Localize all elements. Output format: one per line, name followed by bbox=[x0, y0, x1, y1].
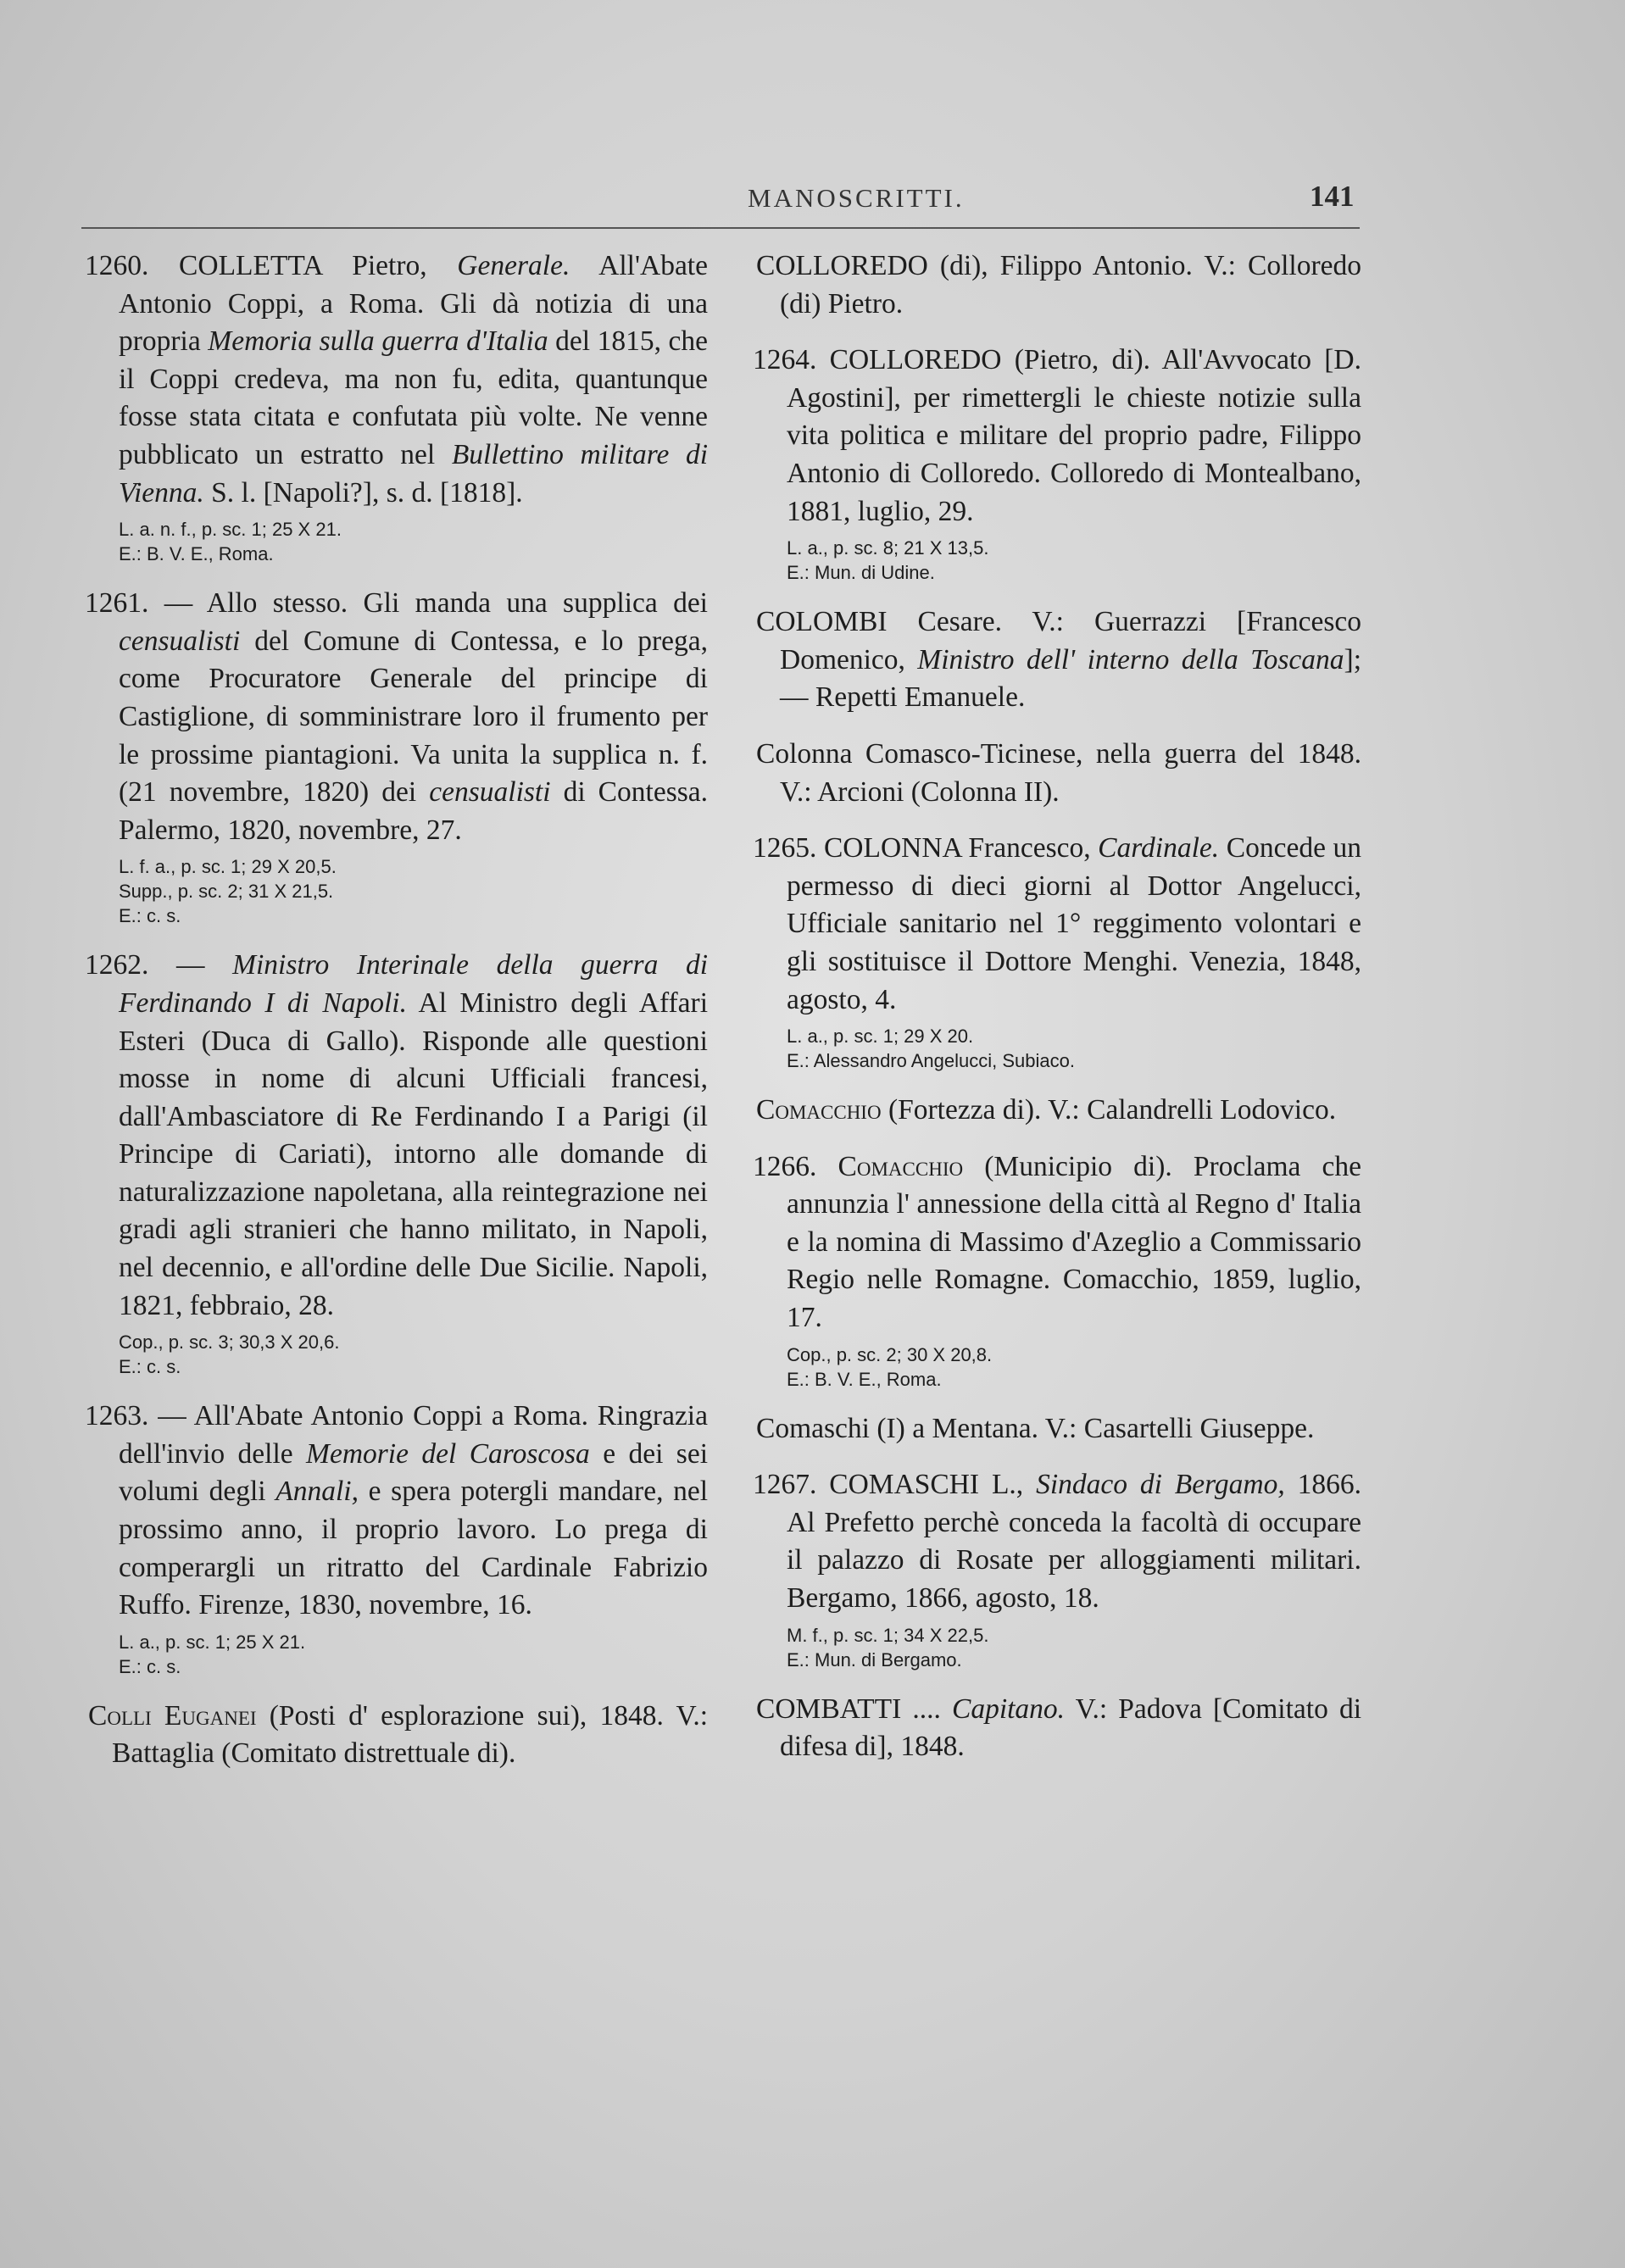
entry-number: 1267. bbox=[753, 1469, 817, 1501]
entry-text bbox=[85, 247, 708, 512]
entry-body: del Comune di Contessa, e lo prega, come Procuratore Generale del principe di Castiglione, di somministrare loro il frumento per le prossime piantagioni. Va unita la supplica n. f. (21 novembre, 1820) dei bbox=[119, 625, 709, 809]
entry-number: 1265. bbox=[753, 832, 817, 864]
page-title: MANOSCRITTI. bbox=[748, 183, 965, 213]
meta-line: Cop., p. sc. 2; 30 X 20,8. bbox=[787, 1343, 993, 1365]
entry-body: di Contessa. Palermo, 1820, novembre, 27. bbox=[119, 776, 709, 846]
entry-body: COLLOREDO (Pietro, di). All'Avvocato [D. Agostini], per rimettergli le chieste notizie sulla vita politica e militare del proprio padre, Filippo Antonio di Colloredo. Colloredo di Montealbano, 1881, luglio, 29. bbox=[787, 344, 1361, 527]
entry-heading: COMBATTI .... bbox=[756, 1693, 941, 1725]
meta-line: E.: B. V. E., Roma. bbox=[787, 1368, 942, 1390]
entry-heading: Comacchio bbox=[756, 1094, 882, 1126]
cross-reference-colombi bbox=[753, 603, 1361, 717]
entry-body: 1866. Al Prefetto perchè conceda la facoltà di occupare il palazzo di Rosate per alloggiamenti militari. Bergamo, 1866, agosto, 18. bbox=[787, 1469, 1361, 1615]
header-rule bbox=[81, 227, 1360, 229]
entry-text bbox=[753, 1148, 1361, 1337]
entry-1267 bbox=[753, 1466, 1361, 1671]
page-number: 141 bbox=[1310, 180, 1355, 213]
entry-text bbox=[85, 1698, 708, 1773]
entry-meta bbox=[787, 1342, 1361, 1392]
entry-text bbox=[85, 1398, 708, 1625]
cross-reference-colonna bbox=[753, 736, 1361, 811]
work-title: Memoria sulla guerra d'Italia bbox=[208, 325, 548, 358]
entry-body: S. l. [Napoli?], s. d. [1818]. bbox=[211, 476, 523, 509]
entry-1261 bbox=[85, 585, 708, 928]
entry-body: Colonna Comasco-Ticinese, nella guerra del 1848. V.: Arcioni (Colonna II). bbox=[756, 737, 1361, 808]
entry-heading: Comacchio bbox=[838, 1150, 964, 1182]
right-column bbox=[753, 247, 1361, 1785]
entry-text bbox=[753, 1691, 1361, 1766]
work-title: Bullettino militare di Vienna. bbox=[119, 438, 709, 509]
entry-number: 1262. bbox=[85, 949, 149, 981]
meta-line: Supp., p. sc. 2; 31 X 21,5. bbox=[119, 881, 334, 903]
cross-reference-colli-euganei bbox=[85, 1698, 708, 1773]
meta-line: L. a. n. f., p. sc. 1; 25 X 21. bbox=[119, 519, 342, 541]
entry-1263 bbox=[85, 1398, 708, 1679]
entry-body: COLLOREDO (di), Filippo Antonio. V.: Colloredo (di) Pietro. bbox=[756, 250, 1361, 320]
dash: — bbox=[175, 949, 205, 981]
meta-line: Cop., p. sc. 3; 30,3 X 20,6. bbox=[119, 1331, 340, 1354]
entry-role: Ministro dell' interno della Toscana bbox=[917, 643, 1344, 675]
entry-1262 bbox=[85, 947, 708, 1379]
meta-line: L. a., p. sc. 1; 29 X 20. bbox=[787, 1026, 974, 1048]
entry-text bbox=[85, 585, 708, 849]
meta-line: L. f. a., p. sc. 1; 29 X 20,5. bbox=[119, 856, 337, 878]
entry-text bbox=[753, 342, 1361, 531]
entry-meta bbox=[119, 1330, 708, 1379]
entry-text bbox=[753, 1466, 1361, 1617]
entry-body: Al Ministro degli Affari Esteri (Duca di Gallo). Risponde alle questioni mosse in nome di alcuni Ufficiali francesi, dall'Ambasciatore di Re Ferdinando I a Parigi (il Principe di Cariati), intorno alle domande di naturalizzazione napoletana, alla reintegrazione nei gradi agli stranieri che hanno militato, in Napoli, nel decennio, e all'ordine delle Due Sicilie. Napoli, 1821, febbraio, 28. bbox=[119, 987, 708, 1321]
cross-reference-comaschi-mentana bbox=[753, 1410, 1361, 1448]
work-title: Annali, bbox=[275, 1476, 359, 1508]
cross-reference-comacchio-fortezza bbox=[753, 1092, 1361, 1130]
entry-number: 1260. bbox=[85, 250, 149, 281]
entry-body: Concede un permesso di dieci giorni al Dottor Angelucci, Ufficiale sanitario nel 1° reggimento volontari e gli sostituisce il Dottore Menghi. Venezia, 1848, agosto, 4. bbox=[787, 832, 1361, 1015]
entry-role: Sindaco di Bergamo, bbox=[1036, 1469, 1285, 1501]
meta-line: E.: Mun. di Udine. bbox=[787, 562, 935, 584]
entry-number: 1264. bbox=[753, 344, 817, 376]
entry-meta bbox=[119, 854, 708, 928]
entry-1265 bbox=[753, 830, 1361, 1073]
entry-role: Capitano. bbox=[951, 1693, 1066, 1725]
entry-role: Generale. bbox=[457, 250, 570, 281]
entry-body: ]; — Repetti Emanuele. bbox=[780, 643, 1362, 714]
term: censualisti bbox=[429, 776, 551, 809]
cross-reference-combatti bbox=[753, 1691, 1361, 1766]
entry-heading: Ministro Interinale della guerra di Ferdinando I di Napoli. bbox=[119, 949, 709, 1019]
entry-heading: COMASCHI L., bbox=[829, 1469, 1024, 1501]
entry-body: — All'Abate Antonio Coppi a Roma. Ringrazia dell'invio delle bbox=[119, 1400, 708, 1470]
entry-text bbox=[753, 603, 1361, 717]
entry-meta bbox=[119, 1630, 708, 1679]
entry-number: 1266. bbox=[753, 1150, 817, 1182]
entry-body: e spera potergli mandare, nel prossimo anno, il proprio lavoro. Lo prega di comperargli un ritratto del Cardinale Fabrizio Ruffo. Firenze, 1830, novembre, 16. bbox=[119, 1476, 709, 1621]
entry-body: (Fortezza di). V.: Calandrelli Lodovico. bbox=[888, 1094, 1337, 1126]
entry-body: — Allo stesso. Gli manda una supplica dei bbox=[164, 587, 708, 620]
entry-body: e dei sei volumi degli bbox=[119, 1437, 709, 1508]
entry-body: Comaschi (I) a Mentana. V.: Casartelli Giuseppe. bbox=[756, 1412, 1315, 1444]
meta-line: E.: Alessandro Angelucci, Subiaco. bbox=[787, 1050, 1075, 1072]
entry-body: COLOMBI Cesare. V.: Guerrazzi [Francesco Domenico, bbox=[756, 606, 1361, 675]
entry-text bbox=[753, 830, 1361, 1019]
meta-line: E.: Mun. di Bergamo. bbox=[787, 1648, 962, 1670]
entry-1260 bbox=[85, 247, 708, 566]
entry-body: V.: Padova [Comitato di difesa di], 1848. bbox=[780, 1693, 1361, 1763]
entry-meta bbox=[119, 517, 708, 566]
entry-meta bbox=[787, 536, 1361, 585]
entry-1266 bbox=[753, 1148, 1361, 1392]
entry-heading: COLLETTA Pietro, bbox=[179, 250, 427, 281]
meta-line: M. f., p. sc. 1; 34 X 22,5. bbox=[787, 1624, 989, 1646]
running-head bbox=[0, 176, 1625, 219]
term: censualisti bbox=[119, 625, 241, 657]
meta-line: L. a., p. sc. 1; 25 X 21. bbox=[119, 1631, 306, 1653]
meta-line: L. a., p. sc. 8; 21 X 13,5. bbox=[787, 537, 989, 559]
entry-number: 1261. bbox=[85, 587, 149, 620]
entry-meta bbox=[787, 1623, 1361, 1672]
entry-number: 1263. bbox=[85, 1400, 149, 1432]
meta-line: E.: B. V. E., Roma. bbox=[119, 543, 274, 565]
meta-line: E.: c. s. bbox=[119, 905, 181, 927]
entry-meta bbox=[787, 1024, 1361, 1073]
entry-role: Cardinale. bbox=[1098, 832, 1220, 864]
entry-body: del 1815, che il Coppi credeva, ma non fu, edita, quantunque fosse stata citata e confutata più volte. Ne venne pubblicato un estratto nel bbox=[119, 325, 708, 470]
entry-body: (Posti d' esplorazione sui), 1848. V.: Battaglia (Comitato distrettuale di). bbox=[112, 1699, 708, 1770]
entry-text bbox=[753, 1092, 1361, 1130]
meta-line: E.: c. s. bbox=[119, 1655, 181, 1677]
cross-reference-colloredo-filippo bbox=[753, 247, 1361, 323]
meta-line: E.: c. s. bbox=[119, 1356, 181, 1378]
entry-heading: Colli Euganei bbox=[88, 1699, 257, 1732]
entry-text bbox=[85, 947, 708, 1325]
entry-body: (Municipio di). Proclama che annunzia l' annessione della città al Regno d' Italia e la nomina di Massimo d'Azeglio a Commissario Regio nelle Romagne. Comacchio, 1859, luglio, 17. bbox=[787, 1150, 1362, 1334]
entry-1264 bbox=[753, 342, 1361, 585]
work-title: Memorie del Caroscosa bbox=[306, 1437, 590, 1470]
left-column bbox=[85, 247, 708, 1792]
entry-heading: COLONNA Francesco, bbox=[823, 832, 1091, 864]
entry-body: All'Abate Antonio Coppi, a Roma. Gli dà notizia di una propria bbox=[119, 250, 708, 358]
